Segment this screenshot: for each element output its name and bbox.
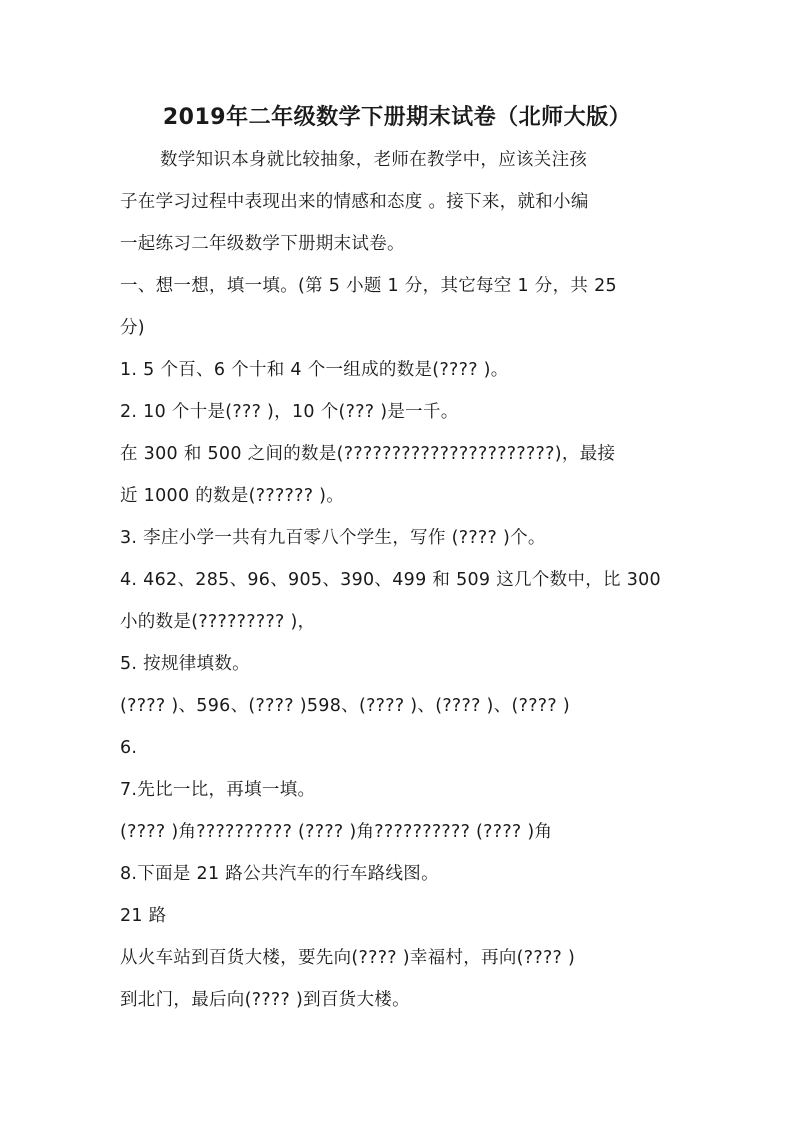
text-line: 从火车站到百货大楼，要先向(???? )幸福村，再向(???? ) [120,948,576,968]
text-line: 小的数是(????????? )， [120,612,316,632]
question-3: 3. 李庄小学一共有九百零八个学生，写作 (???? )个。 [120,528,546,548]
question-1: 1. 5 个百、6 个十和 4 个一组成的数是(???? )。 [120,360,509,380]
text-line: 到北门，最后向(???? )到百货大楼。 [120,990,410,1010]
text-line: 一起练习二年级数学下册期末试卷。 [120,234,405,254]
text-line: 分) [120,318,145,338]
text-line: (???? )角?????????? (???? )角?????????? (???? )角 [120,822,553,842]
text-line: 21 路 [120,906,167,926]
question-6: 6. [120,738,138,758]
text-line: 子在学习过程中表现出来的情感和态度 。接下来，就和小编 [120,192,589,212]
question-7: 7.先比一比，再填一填。 [120,780,316,800]
section-heading: 一、想一想，填一填。(第 5 小题 1 分，其它每空 1 分，共 25 [120,276,617,296]
text-line: (???? )、596、(???? )598、(???? )、(???? )、(???? ) [120,696,570,716]
question-4: 4. 462、285、96、905、390、499 和 509 这几个数中，比 300 [120,570,661,590]
text-line: 数学知识本身就比较抽象，老师在教学中，应该关注孩 [160,150,588,170]
question-5: 5. 按规律填数。 [120,654,250,674]
question-2: 2. 10 个十是(??? )，10 个(??? )是一千。 [120,402,459,422]
document-title: 2019年二年级数学下册期末试卷（北师大版） [162,105,632,130]
text-line: 近 1000 的数是(?????? )。 [120,486,345,506]
question-8: 8.下面是 21 路公共汽车的行车路线图。 [120,864,439,884]
text-line: 在 300 和 500 之间的数是(??????????????????????)，最接 [120,444,616,464]
